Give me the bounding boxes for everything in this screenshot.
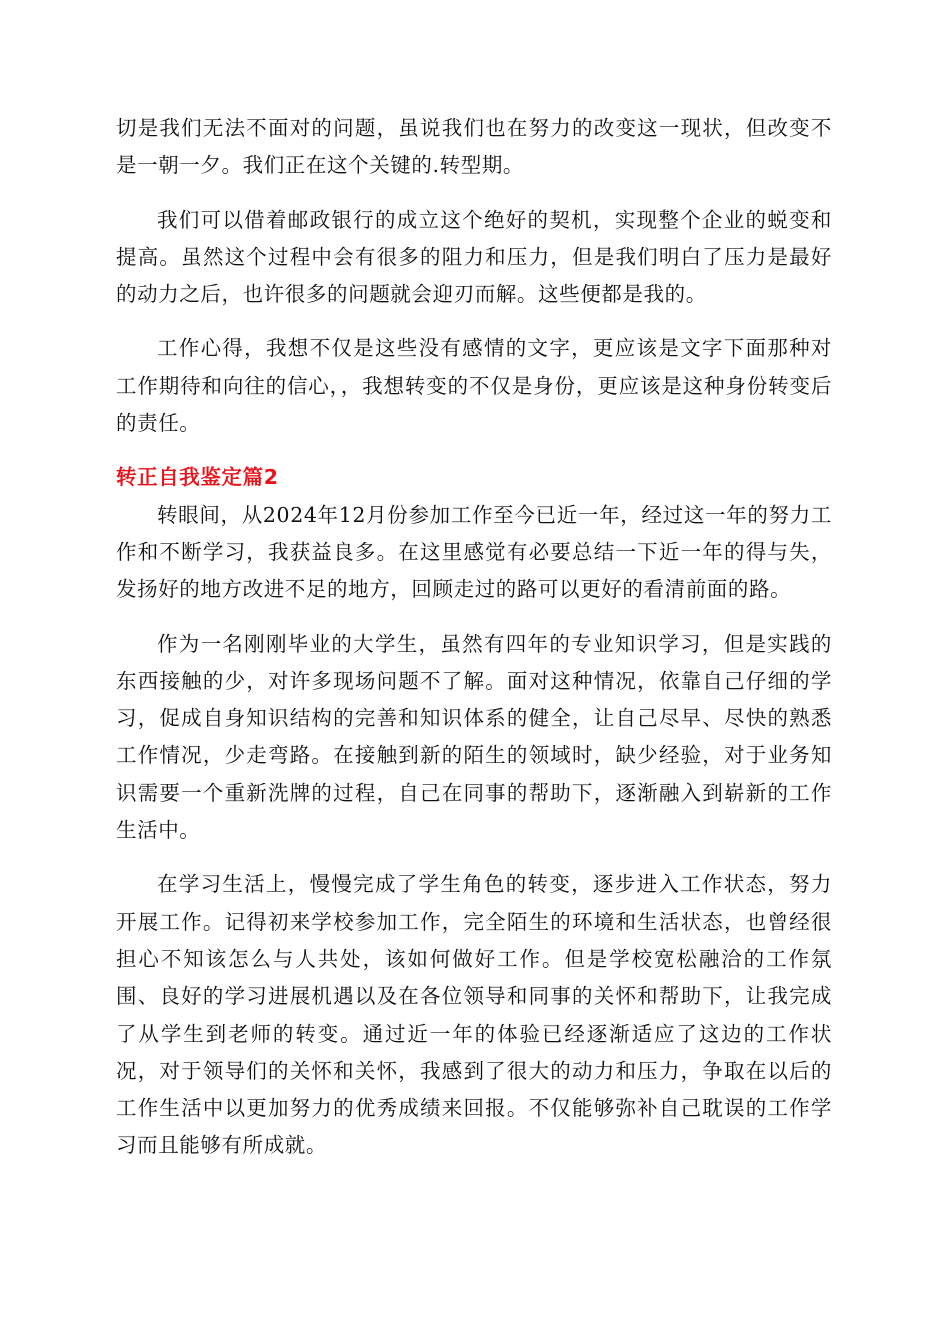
section-heading: 转正自我鉴定篇2: [116, 465, 279, 490]
body-paragraph: 转眼间，从2024年12月份参加工作至今已近一年，经过这一年的努力工作和不断学习，我获益良多。在这里感觉有必要总结一下近一年的得与失，发扬好的地方改进不足的地方，回顾走过的路可以更好的看清前面的路。: [116, 502, 832, 602]
document-body: [116, 110, 832, 1165]
body-paragraph: 工作心得，我想不仅是这些没有感情的文字，更应该是文字下面那种对工作期待和向往的信心，，我想转变的不仅是身份，更应该是这种身份转变后的责任。: [116, 336, 832, 436]
body-paragraph: 作为一名刚刚毕业的大学生，虽然有四年的专业知识学习，但是实践的东西接触的少，对许多现场问题不了解。面对这种情况，依靠自己仔细的学习，促成自身知识结构的完善和知识体系的健全，让自己尽早、尽快的熟悉工作情况，少走弯路。在接触到新的陌生的领域时，缺少经验，对于业务知识需要一个重新洗牌的过程，自己在同事的帮助下，逐渐融入到崭新的工作生活中。: [116, 631, 832, 843]
body-paragraph: 我们可以借着邮政银行的成立这个绝好的契机，实现整个企业的蜕变和提高。虽然这个过程中会有很多的阻力和压力，但是我们明白了压力是最好的动力之后，也许很多的问题就会迎刃而解。这些便都是我的。: [116, 207, 832, 307]
body-paragraph: 切是我们无法不面对的问题，虽说我们也在努力的改变这一现状，但改变不是一朝一夕。我们正在这个关键的.转型期。: [116, 116, 832, 178]
body-paragraph: 在学习生活上，慢慢完成了学生角色的转变，逐步进入工作状态，努力开展工作。记得初来学校参加工作，完全陌生的环境和生活状态，也曾经很担心不知该怎么与人共处，该如何做好工作。但是学校宽松融洽的工作氛围、良好的学习进展机遇以及在各位领导和同事的关怀和帮助下，让我完成了从学生到老师的转变。通过近一年的体验已经逐渐适应了这边的工作状况，对于领导们的关怀和关怀，我感到了很大的动力和压力，争取在以后的工作生活中以更加努力的优秀成绩来回报。不仅能够弥补自己耽误的工作学习而且能够有所成就。: [116, 872, 832, 1158]
